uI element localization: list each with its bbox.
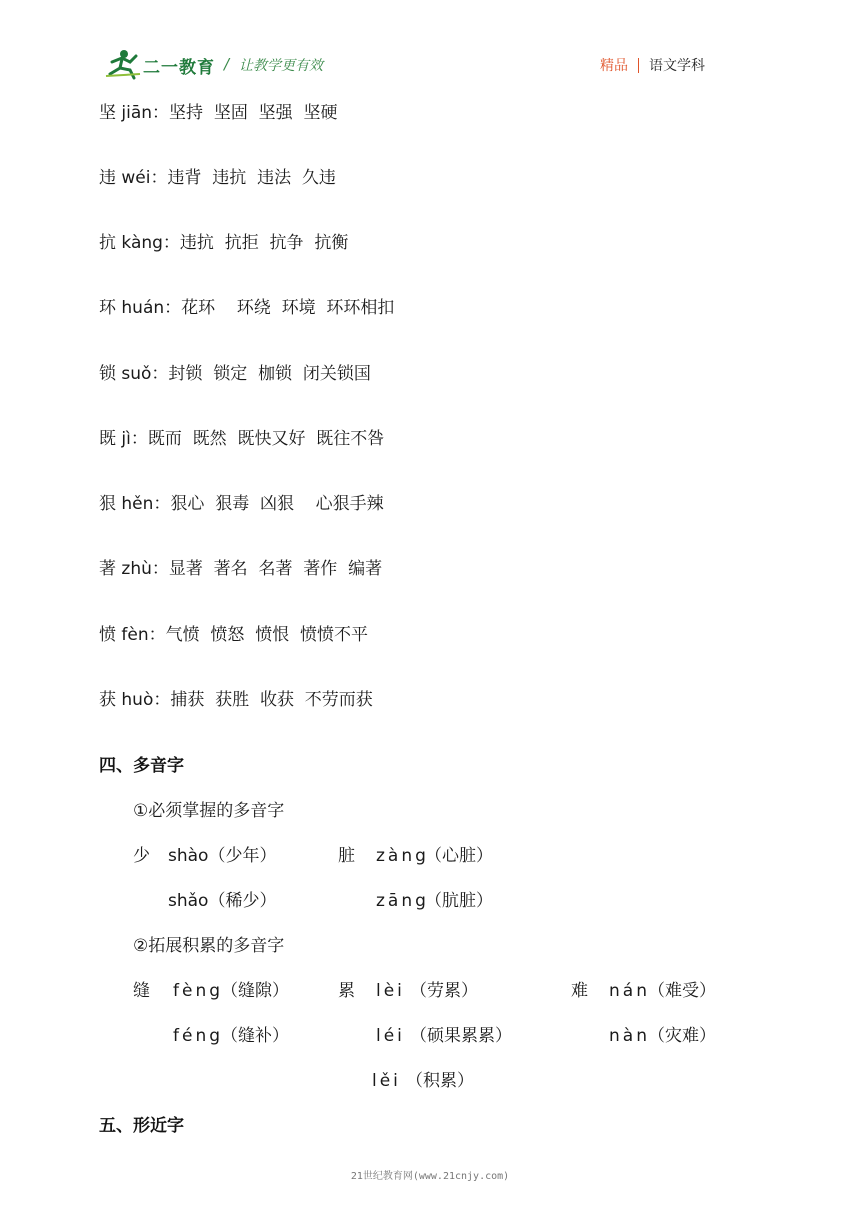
zang-word-2: （肮脏） [425, 891, 493, 911]
nan-pinyin-1: nán [609, 981, 650, 1001]
page-footer: 21世纪教育网(www.21cnjy.com) [350, 1171, 510, 1182]
word-line-huan: 环 huán：花环 环绕 环境 环环相扣 [99, 298, 395, 318]
shao-reading-1: shào（少年） [168, 846, 277, 866]
slogan: 让教学更有效 [239, 58, 323, 74]
slogan-separator: / [224, 55, 230, 73]
word-line-ji: 既 jì：既而 既然 既快又好 既往不咎 [99, 429, 385, 449]
lei-word-2: （硕果累累） [410, 1026, 512, 1046]
lei-pinyin-2: léi [376, 1026, 405, 1046]
lei-word-1: （劳累） [410, 981, 478, 1001]
nan-word-2: （灾难） [648, 1026, 716, 1046]
zang-word-1: （心脏） [425, 846, 493, 866]
section-title-similar-chars: 五、形近字 [99, 1116, 184, 1136]
logo-text: 二一教育 [143, 58, 215, 78]
subheading-extended: ②拓展积累的多音字 [133, 936, 285, 956]
shao-reading-2: shǎo（稀少） [168, 891, 277, 911]
char-shao: 少 [133, 846, 150, 866]
feng-word-2: （缝补） [221, 1026, 289, 1046]
feng-word-1: （缝隙） [221, 981, 289, 1001]
nan-word-1: （难受） [648, 981, 716, 1001]
jingpin-label: 精品 [600, 58, 628, 74]
nan-pinyin-2: nàn [609, 1026, 650, 1046]
word-line-kang: 抗 kàng：违抗 抗拒 抗争 抗衡 [99, 233, 349, 253]
subheading-required: ①必须掌握的多音字 [133, 801, 285, 821]
char-feng: 缝 [133, 981, 150, 1001]
lei-pinyin-1: lèi [376, 981, 405, 1001]
word-line-jian: 坚 jiān：坚持 坚固 坚强 坚硬 [99, 103, 338, 123]
word-line-huo: 获 huò：捕获 获胜 收获 不劳而获 [99, 690, 373, 710]
section-title-polyphone: 四、多音字 [99, 756, 184, 776]
header-right [600, 55, 705, 75]
feng-pinyin-1: fèng [173, 981, 224, 1001]
word-line-fen: 愤 fèn：气愤 愤怒 愤恨 愤愤不平 [99, 625, 369, 645]
word-line-hen: 狠 hěn：狠心 狠毒 凶狠 心狠手辣 [99, 494, 384, 514]
lei-pinyin-3: lěi [372, 1071, 401, 1091]
word-line-suo: 锁 suǒ：封锁 锁定 枷锁 闭关锁国 [99, 364, 371, 384]
zang-pinyin-1: zàng [376, 846, 429, 866]
char-nan: 难 [571, 981, 588, 1001]
word-line-wei: 违 wéi：违背 违抗 违法 久违 [99, 168, 336, 188]
subject-label: 语文学科 [649, 58, 705, 74]
char-zang: 脏 [338, 846, 355, 866]
word-line-zhu: 著 zhù：显著 著名 名著 著作 编著 [99, 559, 383, 579]
lei-word-3: （积累） [406, 1071, 474, 1091]
char-lei: 累 [338, 981, 355, 1001]
page-header [0, 0, 860, 92]
zang-pinyin-2: zāng [376, 891, 429, 911]
header-divider [638, 58, 639, 73]
feng-pinyin-2: féng [173, 1026, 224, 1046]
